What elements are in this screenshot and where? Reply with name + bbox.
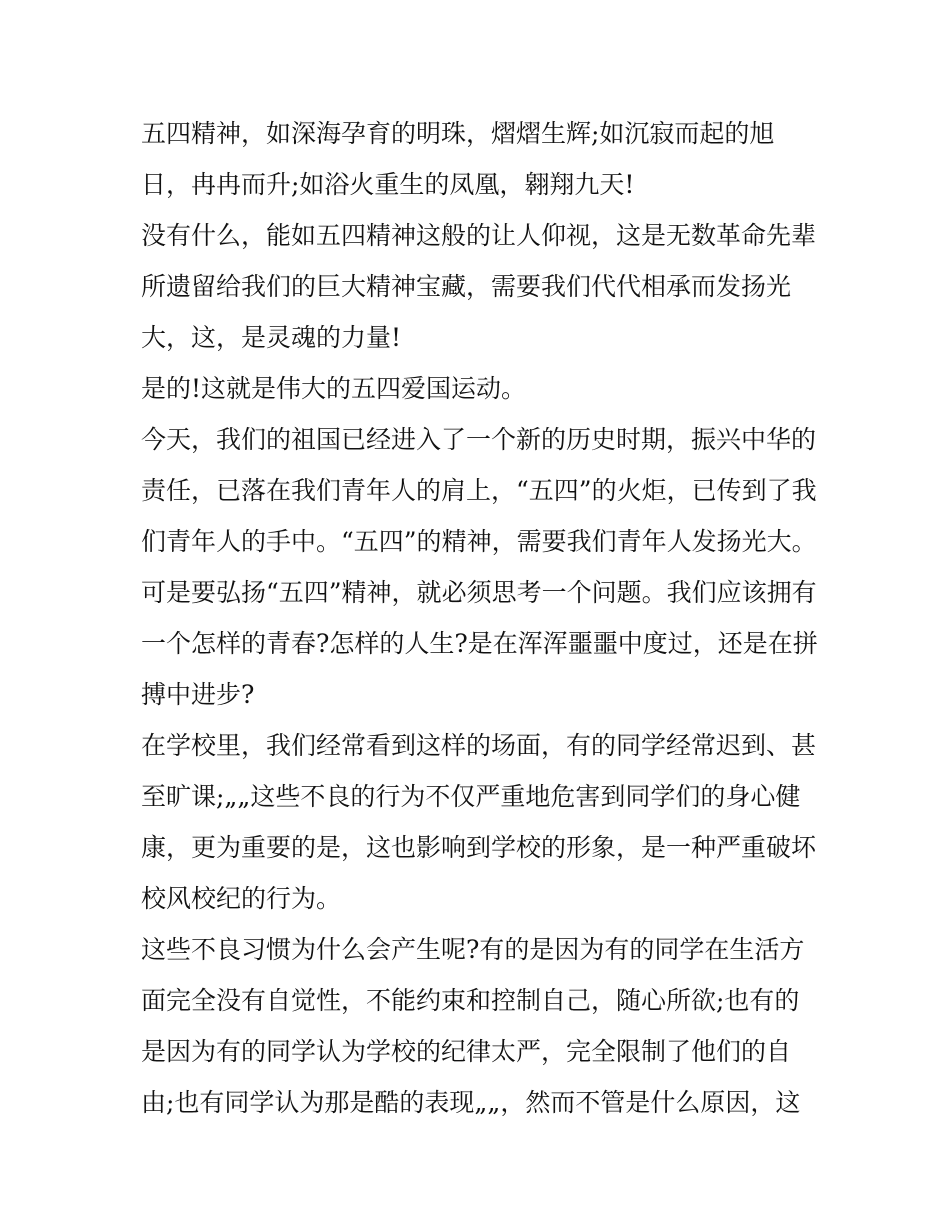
text-line: 是的!这就是伟大的五四爱国运动。 [141,374,527,403]
text-line: 是因为有的同学认为学校的纪律太严，完全限制了他们的自 [141,1037,792,1066]
text-line: 责任，已落在我们青年人的肩上，“五四”的火炬，已传到了我 [141,476,817,505]
text-line: 在学校里，我们经常看到这样的场面，有的同学经常迟到、甚 [141,731,817,760]
text-line: 没有什么，能如五四精神这般的让人仰视，这是无数革命先辈 [141,221,817,250]
text-line: 校风校纪的行为。 [141,884,342,913]
text-line: 所遗留给我们的巨大精神宝藏，需要我们代代相承而发扬光 [141,272,792,301]
text-line: 们青年人的手中。“五四”的精神，需要我们青年人发扬光大。 [141,527,817,556]
text-line: 搏中进步? [141,680,255,709]
text-line: 日，冉冉而升;如浴火重生的凤凰，翱翔九天! [141,170,635,199]
text-line: 由;也有同学认为那是酷的表现„„，然而不管是什么原因，这 [141,1088,801,1117]
document-body [141,108,821,1128]
text-line: 五四精神，如深海孕育的明珠，熠熠生辉;如沉寂而起的旭 [141,119,775,148]
text-line: 今天，我们的祖国已经进入了一个新的历史时期，振兴中华的 [141,425,817,454]
text-line: 至旷课;„„这些不良的行为不仅严重地危害到同学们的身心健 [141,782,801,811]
text-line: 大，这，是灵魂的力量! [141,323,402,352]
text-line: 康，更为重要的是，这也影响到学校的形象，是一种严重破坏 [141,833,817,862]
text-line: 可是要弘扬“五四”精神，就必须思考一个问题。我们应该拥有 [141,578,817,607]
text-line: 面完全没有自觉性，不能约束和控制自己，随心所欲;也有的 [141,986,800,1015]
text-line: 一个怎样的青春?怎样的人生?是在浑浑噩噩中度过，还是在拼 [141,629,818,658]
text-line: 这些不良习惯为什么会产生呢?有的是因为有的同学在生活方 [141,935,805,964]
